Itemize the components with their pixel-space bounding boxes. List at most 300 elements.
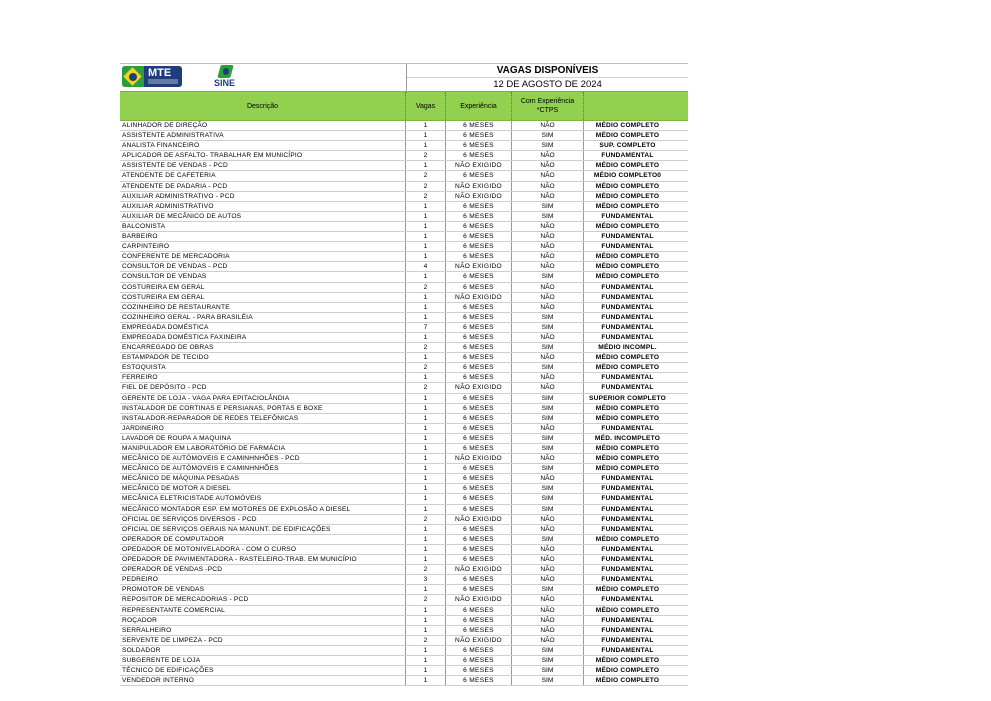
cell-experiencia: 6 MESES bbox=[446, 323, 512, 332]
table-row bbox=[120, 121, 688, 131]
table-row bbox=[120, 535, 688, 545]
table-row bbox=[120, 222, 688, 232]
cell-escolaridade: MÉDIO COMPLETO bbox=[595, 677, 660, 685]
table-row bbox=[120, 192, 688, 202]
cell-escolaridade: FUNDAMENTAL bbox=[601, 323, 654, 331]
table-row bbox=[120, 484, 688, 494]
cell-ctps: NÃO bbox=[512, 606, 584, 615]
cell-ctps: SIM bbox=[512, 666, 584, 675]
cell-descricao: COZINHEIRO DE RESTAURANTE bbox=[120, 303, 406, 312]
cell-escolaridade: FUNDAMENTAL bbox=[601, 515, 654, 523]
table-row bbox=[120, 515, 688, 525]
table-row bbox=[120, 212, 688, 222]
cell-vagas: 1 bbox=[406, 656, 446, 665]
job-vacancies-sheet bbox=[120, 63, 688, 686]
cell-escolaridade: MÉDIO COMPLETO bbox=[595, 202, 660, 210]
cell-vagas: 2 bbox=[406, 383, 446, 392]
cell-vagas: 2 bbox=[406, 192, 446, 201]
cell-experiencia: NÃO EXIGIDO bbox=[446, 293, 512, 302]
cell-ctps: NÃO bbox=[512, 515, 584, 524]
cell-escolaridade: FUNDAMENTAL bbox=[601, 485, 654, 493]
cell-descricao: CONSULTOR DE VENDAS bbox=[120, 272, 406, 281]
cell-escolaridade: MÉDIO COMPLETO bbox=[595, 667, 660, 675]
cell-experiencia: 6 MESES bbox=[446, 404, 512, 413]
cell-vagas: 1 bbox=[406, 424, 446, 433]
table-row bbox=[120, 303, 688, 313]
table-row bbox=[120, 151, 688, 161]
table-row bbox=[120, 464, 688, 474]
cell-ctps: SIM bbox=[512, 313, 584, 322]
cell-ctps: NÃO bbox=[512, 161, 584, 170]
cell-escolaridade: FUNDAMENTAL bbox=[601, 556, 654, 564]
cell-vagas: 1 bbox=[406, 626, 446, 635]
cell-ctps: NÃO bbox=[512, 636, 584, 645]
cell-ctps: SIM bbox=[512, 484, 584, 493]
cell-descricao: FIEL DE DEPÓSITO - PCD bbox=[120, 383, 406, 392]
cell-descricao: ALINHADOR DE DIREÇÃO bbox=[120, 121, 406, 130]
cell-experiencia: NÃO EXIGIDO bbox=[446, 161, 512, 170]
cell-escolaridade: FUNDAMENTAL bbox=[601, 636, 654, 644]
cell-experiencia: 6 MESES bbox=[446, 464, 512, 473]
cell-experiencia: 6 MESES bbox=[446, 131, 512, 140]
cell-ctps: NÃO bbox=[512, 616, 584, 625]
cell-escolaridade: MÉDIO COMPLETO bbox=[595, 364, 660, 372]
cell-vagas: 1 bbox=[406, 444, 446, 453]
cell-experiencia: 6 MESES bbox=[446, 585, 512, 594]
cell-ctps: NÃO bbox=[512, 424, 584, 433]
cell-escolaridade: FUNDAMENTAL bbox=[601, 525, 654, 533]
cell-descricao: AUXILIAR DE MECÂNICO DE AUTOS bbox=[120, 212, 406, 221]
cell-descricao: MECÂNICA ELETRICISTADE AUTOMÓVEIS bbox=[120, 494, 406, 503]
table-row bbox=[120, 575, 688, 585]
cell-vagas: 1 bbox=[406, 212, 446, 221]
table-row bbox=[120, 474, 688, 484]
cell-escolaridade: MÉDIO COMPLETO bbox=[595, 414, 660, 422]
cell-escolaridade: FUNDAMENTAL bbox=[601, 576, 654, 584]
cell-ctps: SIM bbox=[512, 323, 584, 332]
cell-descricao: TÉCNICO DE EDIFICAÇÕES bbox=[120, 666, 406, 675]
cell-descricao: INSTALADOR DE CORTINAS E PERSIANAS, PORTAS E BOXE bbox=[120, 404, 406, 413]
cell-ctps: SIM bbox=[512, 434, 584, 443]
table-row bbox=[120, 313, 688, 323]
table-row bbox=[120, 676, 688, 686]
cell-descricao: OPEDADOR DE MOTONIVELADORA - COM O CURSO bbox=[120, 545, 406, 554]
cell-experiencia: NÃO EXIGIDO bbox=[446, 454, 512, 463]
cell-escolaridade: MÉDIO COMPLETO bbox=[595, 606, 660, 614]
cell-escolaridade: MÉDIO COMPLETO bbox=[595, 586, 660, 594]
cell-ctps: SIM bbox=[512, 646, 584, 655]
cell-descricao: MECÂNICO DE AUTÓMOVEIS E CAMINHNHÕES - PCD bbox=[120, 454, 406, 463]
table-row bbox=[120, 343, 688, 353]
cell-experiencia: 6 MESES bbox=[446, 505, 512, 514]
cell-vagas: 2 bbox=[406, 151, 446, 160]
cell-escolaridade: FUNDAMENTAL bbox=[601, 374, 654, 382]
cell-experiencia: 6 MESES bbox=[446, 333, 512, 342]
cell-escolaridade: MÉDIO COMPLETO bbox=[595, 253, 660, 261]
cell-escolaridade: FUNDAMENTAL bbox=[601, 475, 654, 483]
cell-ctps: SIM bbox=[512, 343, 584, 352]
cell-vagas: 1 bbox=[406, 616, 446, 625]
cell-escolaridade: FUNDAMENTAL bbox=[601, 566, 654, 574]
cell-descricao: SERRALHEIRO bbox=[120, 626, 406, 635]
cell-ctps: SIM bbox=[512, 535, 584, 544]
cell-vagas: 1 bbox=[406, 272, 446, 281]
table-row bbox=[120, 616, 688, 626]
cell-experiencia: 6 MESES bbox=[446, 444, 512, 453]
cell-vagas: 1 bbox=[406, 121, 446, 130]
cell-vagas: 1 bbox=[406, 535, 446, 544]
table-row bbox=[120, 656, 688, 666]
cell-descricao: OFICIAL DE SERVIÇOS DIVERSOS - PCD bbox=[120, 515, 406, 524]
cell-vagas: 1 bbox=[406, 545, 446, 554]
cell-descricao: FERREIRO bbox=[120, 373, 406, 382]
table-row bbox=[120, 394, 688, 404]
table-row bbox=[120, 373, 688, 383]
cell-experiencia: NÃO EXIGIDO bbox=[446, 383, 512, 392]
cell-vagas: 1 bbox=[406, 394, 446, 403]
cell-escolaridade: SUPERIOR COMPLETO bbox=[589, 394, 666, 402]
table-row bbox=[120, 353, 688, 363]
cell-experiencia: NÃO EXIGIDO bbox=[446, 595, 512, 604]
table-row bbox=[120, 424, 688, 434]
cell-descricao: EMPREGADA DOMÉSTICA FAXINEIRA bbox=[120, 333, 406, 342]
cell-experiencia: 6 MESES bbox=[446, 394, 512, 403]
cell-experiencia: 6 MESES bbox=[446, 535, 512, 544]
cell-escolaridade: MÉDIO COMPLETO bbox=[595, 222, 660, 230]
cell-descricao: JARDINEIRO bbox=[120, 424, 406, 433]
cell-vagas: 1 bbox=[406, 232, 446, 241]
table-body bbox=[120, 121, 688, 686]
table-row bbox=[120, 333, 688, 343]
column-header-escolaridade bbox=[584, 92, 671, 120]
cell-vagas: 2 bbox=[406, 595, 446, 604]
table-row bbox=[120, 171, 688, 181]
cell-ctps: NÃO bbox=[512, 171, 584, 180]
cell-vagas: 2 bbox=[406, 515, 446, 524]
cell-vagas: 1 bbox=[406, 404, 446, 413]
cell-ctps: SIM bbox=[512, 404, 584, 413]
cell-descricao: OPERADOR DE VENDAS -PCD bbox=[120, 565, 406, 574]
cell-escolaridade: FUNDAMENTAL bbox=[601, 152, 654, 160]
cell-descricao: CONFERENTE DE MERCADORIA bbox=[120, 252, 406, 261]
cell-escolaridade: FUNDAMENTAL bbox=[601, 505, 654, 513]
cell-escolaridade: FUNDAMENTAL bbox=[601, 384, 654, 392]
cell-vagas: 1 bbox=[406, 242, 446, 251]
cell-escolaridade: SUP. COMPLETO bbox=[599, 142, 656, 150]
cell-vagas: 1 bbox=[406, 293, 446, 302]
cell-ctps: NÃO bbox=[512, 182, 584, 191]
cell-vagas: 1 bbox=[406, 606, 446, 615]
cell-ctps: NÃO bbox=[512, 383, 584, 392]
column-header-descricao: Descrição bbox=[120, 92, 406, 120]
cell-ctps: NÃO bbox=[512, 252, 584, 261]
cell-descricao: PROMOTOR DE VENDAS bbox=[120, 585, 406, 594]
cell-descricao: CONSULTOR DE VENDAS - PCD bbox=[120, 262, 406, 271]
table-row bbox=[120, 202, 688, 212]
cell-experiencia: 6 MESES bbox=[446, 484, 512, 493]
cell-vagas: 1 bbox=[406, 494, 446, 503]
cell-vagas: 1 bbox=[406, 525, 446, 534]
table-row bbox=[120, 636, 688, 646]
cell-descricao: APLICADOR DE ASFALTO- TRABALHAR EM MUNICÍPIO bbox=[120, 151, 406, 160]
cell-experiencia: 6 MESES bbox=[446, 151, 512, 160]
cell-ctps: NÃO bbox=[512, 595, 584, 604]
cell-ctps: NÃO bbox=[512, 262, 584, 271]
table-row bbox=[120, 666, 688, 676]
cell-descricao: AUXILIAR ADMINISTRATIVO - PCD bbox=[120, 192, 406, 201]
cell-vagas: 1 bbox=[406, 585, 446, 594]
table-row bbox=[120, 242, 688, 252]
cell-experiencia: 6 MESES bbox=[446, 313, 512, 322]
table-row bbox=[120, 555, 688, 565]
cell-experiencia: 6 MESES bbox=[446, 545, 512, 554]
cell-descricao: ROÇADOR bbox=[120, 616, 406, 625]
table-row bbox=[120, 434, 688, 444]
cell-experiencia: 6 MESES bbox=[446, 424, 512, 433]
cell-ctps: SIM bbox=[512, 394, 584, 403]
table-row bbox=[120, 262, 688, 272]
table-row bbox=[120, 646, 688, 656]
cell-descricao: CARPINTEIRO bbox=[120, 242, 406, 251]
cell-descricao: ASSISTENTE ADMINISTRATIVA bbox=[120, 131, 406, 140]
title-block bbox=[407, 64, 688, 91]
cell-escolaridade: FUNDAMENTAL bbox=[601, 243, 654, 251]
cell-descricao: OFICIAL DE SERVIÇOS GERAIS NA MANUNT. DE EDIFICAÇÕES bbox=[120, 525, 406, 534]
cell-experiencia: 6 MESES bbox=[446, 373, 512, 382]
cell-ctps: SIM bbox=[512, 141, 584, 150]
cell-escolaridade: FUNDAMENTAL bbox=[601, 283, 654, 291]
cell-experiencia: 6 MESES bbox=[446, 616, 512, 625]
cell-escolaridade: FUNDAMENTAL bbox=[601, 333, 654, 341]
cell-vagas: 1 bbox=[406, 353, 446, 362]
cell-experiencia: 6 MESES bbox=[446, 303, 512, 312]
cell-ctps: NÃO bbox=[512, 353, 584, 362]
cell-descricao: ANALISTA FINANCEIRO bbox=[120, 141, 406, 150]
cell-ctps: SIM bbox=[512, 676, 584, 685]
cell-experiencia: 6 MESES bbox=[446, 646, 512, 655]
sine-logo-text: SINE bbox=[214, 78, 236, 88]
cell-experiencia: NÃO EXIGIDO bbox=[446, 515, 512, 524]
cell-experiencia: 6 MESES bbox=[446, 525, 512, 534]
cell-escolaridade: MÉDIO COMPLETO bbox=[595, 354, 660, 362]
cell-vagas: 1 bbox=[406, 555, 446, 564]
cell-descricao: REPRESENTANTE COMERCIAL bbox=[120, 606, 406, 615]
cell-vagas: 1 bbox=[406, 303, 446, 312]
cell-ctps: SIM bbox=[512, 202, 584, 211]
cell-vagas: 1 bbox=[406, 484, 446, 493]
cell-escolaridade: FUNDAMENTAL bbox=[601, 212, 654, 220]
cell-vagas: 1 bbox=[406, 676, 446, 685]
table-row bbox=[120, 272, 688, 282]
cell-experiencia: 6 MESES bbox=[446, 283, 512, 292]
column-header-experiencia: Experiência bbox=[446, 92, 512, 120]
cell-ctps: NÃO bbox=[512, 293, 584, 302]
cell-ctps: NÃO bbox=[512, 333, 584, 342]
cell-descricao: ASSISTENTE DE VENDAS - PCD bbox=[120, 161, 406, 170]
cell-descricao: MECÂNICO MONTADOR ESP. EM MOTORES DE EXPLOSÃO A DIESEL bbox=[120, 505, 406, 514]
column-header-vagas: Vagas bbox=[406, 92, 446, 120]
cell-descricao: GERENTE DE LOJA - VAGA PARA EPITACIOLÂNDIA bbox=[120, 394, 406, 403]
table-row bbox=[120, 454, 688, 464]
cell-ctps: NÃO bbox=[512, 192, 584, 201]
cell-descricao: OPEDADOR DE PAVIMENTADORA - RASTELEIRO-TRAB. EM MUNICÍPIO bbox=[120, 555, 406, 564]
cell-ctps: NÃO bbox=[512, 121, 584, 130]
table-row bbox=[120, 182, 688, 192]
cell-escolaridade: FUNDAMENTAL bbox=[601, 616, 654, 624]
cell-vagas: 1 bbox=[406, 141, 446, 150]
cell-escolaridade: FUNDAMENTAL bbox=[601, 596, 654, 604]
cell-experiencia: 6 MESES bbox=[446, 222, 512, 231]
sheet-header bbox=[120, 63, 688, 91]
cell-experiencia: 6 MESES bbox=[446, 232, 512, 241]
cell-experiencia: 6 MESES bbox=[446, 555, 512, 564]
page-date: 12 DE AGOSTO DE 2024 bbox=[493, 79, 602, 90]
mte-logo bbox=[122, 66, 182, 87]
page-title: VAGAS DISPONÍVEIS bbox=[407, 64, 688, 78]
cell-experiencia: NÃO EXIGIDO bbox=[446, 262, 512, 271]
cell-escolaridade: FUNDAMENTAL bbox=[601, 545, 654, 553]
cell-experiencia: 6 MESES bbox=[446, 575, 512, 584]
cell-vagas: 7 bbox=[406, 323, 446, 332]
cell-descricao: LAVADOR DE ROUPA A MAQUINA bbox=[120, 434, 406, 443]
cell-escolaridade: FUNDAMENTAL bbox=[601, 626, 654, 634]
cell-escolaridade: MÉDIO COMPLETO bbox=[595, 273, 660, 281]
cell-vagas: 1 bbox=[406, 131, 446, 140]
table-row bbox=[120, 505, 688, 515]
cell-descricao: SOLDADOR bbox=[120, 646, 406, 655]
cell-ctps: SIM bbox=[512, 494, 584, 503]
table-row bbox=[120, 444, 688, 454]
table-row bbox=[120, 595, 688, 605]
table-row bbox=[120, 606, 688, 616]
cell-vagas: 1 bbox=[406, 666, 446, 675]
cell-ctps: NÃO bbox=[512, 575, 584, 584]
cell-descricao: COZINHEIRO GERAL - PARA BRASILÉIA bbox=[120, 313, 406, 322]
table-row bbox=[120, 404, 688, 414]
cell-escolaridade: MÉDIO INCOMPL. bbox=[598, 344, 657, 352]
cell-escolaridade: FUNDAMENTAL bbox=[601, 303, 654, 311]
cell-descricao: REPOSITOR DE MERCADORIAS - PCD bbox=[120, 595, 406, 604]
cell-experiencia: 6 MESES bbox=[446, 212, 512, 221]
cell-escolaridade: MÉDIO COMPLETO bbox=[595, 132, 660, 140]
cell-escolaridade: FUNDAMENTAL bbox=[601, 293, 654, 301]
table-header bbox=[120, 91, 688, 121]
cell-ctps: NÃO bbox=[512, 626, 584, 635]
cell-vagas: 2 bbox=[406, 565, 446, 574]
cell-ctps: NÃO bbox=[512, 545, 584, 554]
cell-ctps: NÃO bbox=[512, 525, 584, 534]
cell-ctps: NÃO bbox=[512, 242, 584, 251]
cell-escolaridade: MÉDIO COMPLETO bbox=[595, 445, 660, 452]
cell-vagas: 3 bbox=[406, 575, 446, 584]
cell-escolaridade: FUNDAMENTAL bbox=[601, 424, 654, 432]
cell-vagas: 1 bbox=[406, 373, 446, 382]
cell-descricao: AUXILIAR ADMINISTRATIVO bbox=[120, 202, 406, 211]
table-row bbox=[120, 363, 688, 373]
table-row bbox=[120, 585, 688, 595]
cell-ctps: SIM bbox=[512, 444, 584, 453]
table-row bbox=[120, 161, 688, 171]
cell-ctps: SIM bbox=[512, 414, 584, 423]
cell-ctps: NÃO bbox=[512, 151, 584, 160]
cell-experiencia: NÃO EXIGIDO bbox=[446, 192, 512, 201]
table-row bbox=[120, 252, 688, 262]
cell-descricao: ATENDENTE DE CAFETERIA bbox=[120, 171, 406, 180]
cell-descricao: MECÂNICO DE MÁQUINA PESADAS bbox=[120, 474, 406, 483]
cell-descricao: PEDREIRO bbox=[120, 575, 406, 584]
cell-experiencia: 6 MESES bbox=[446, 626, 512, 635]
cell-descricao: ATENDENTE DE PADARIA - PCD bbox=[120, 182, 406, 191]
cell-experiencia: 6 MESES bbox=[446, 343, 512, 352]
cell-ctps: NÃO bbox=[512, 555, 584, 564]
cell-experiencia: 6 MESES bbox=[446, 414, 512, 423]
cell-vagas: 2 bbox=[406, 182, 446, 191]
cell-escolaridade: FUNDAMENTAL bbox=[601, 313, 654, 321]
cell-ctps: NÃO bbox=[512, 373, 584, 382]
table-row bbox=[120, 383, 688, 393]
cell-escolaridade: MÉDIO COMPLETO bbox=[595, 465, 660, 473]
cell-ctps: NÃO bbox=[512, 283, 584, 292]
cell-descricao: ESTAMPADOR DE TECIDO bbox=[120, 353, 406, 362]
mte-logo-text: MTE bbox=[148, 67, 172, 79]
cell-vagas: 1 bbox=[406, 202, 446, 211]
cell-experiencia: 6 MESES bbox=[446, 141, 512, 150]
cell-descricao: COSTUREIRA EM GERAL bbox=[120, 283, 406, 292]
cell-descricao: ESTOQUISTA bbox=[120, 363, 406, 372]
cell-descricao: COSTUREIRA EM GERAL bbox=[120, 293, 406, 302]
cell-escolaridade: MÉDIO COMPLETO bbox=[595, 535, 660, 543]
logo-area bbox=[120, 64, 407, 91]
cell-descricao: ENCARREGADO DE OBRAS bbox=[120, 343, 406, 352]
cell-escolaridade: MÉDIO COMPLETO bbox=[595, 404, 660, 412]
cell-ctps: SIM bbox=[512, 585, 584, 594]
cell-experiencia: 6 MESES bbox=[446, 242, 512, 251]
cell-experiencia: NÃO EXIGIDO bbox=[446, 182, 512, 191]
cell-ctps: SIM bbox=[512, 212, 584, 221]
cell-vagas: 1 bbox=[406, 252, 446, 261]
cell-vagas: 1 bbox=[406, 505, 446, 514]
cell-vagas: 2 bbox=[406, 363, 446, 372]
cell-ctps: SIM bbox=[512, 656, 584, 665]
sine-logo bbox=[214, 65, 238, 91]
column-header-ctps: Com Experiência *CTPS bbox=[512, 92, 584, 120]
cell-ctps: SIM bbox=[512, 272, 584, 281]
cell-experiencia: 6 MESES bbox=[446, 474, 512, 483]
cell-descricao: MANIPULADOR EM LABORATÓRIO DE FARMÁCIA bbox=[120, 444, 406, 453]
table-row bbox=[120, 232, 688, 242]
table-row bbox=[120, 414, 688, 424]
cell-vagas: 2 bbox=[406, 171, 446, 180]
cell-experiencia: 6 MESES bbox=[446, 363, 512, 372]
cell-ctps: NÃO bbox=[512, 222, 584, 231]
cell-vagas: 1 bbox=[406, 313, 446, 322]
cell-descricao: OPERADOR DE COMPUTADOR bbox=[120, 535, 406, 544]
cell-experiencia: 6 MESES bbox=[446, 676, 512, 685]
cell-experiencia: 6 MESES bbox=[446, 272, 512, 281]
cell-escolaridade: FUNDAMENTAL bbox=[601, 646, 654, 654]
table-row bbox=[120, 131, 688, 141]
cell-vagas: 1 bbox=[406, 414, 446, 423]
table-row bbox=[120, 293, 688, 303]
cell-ctps: NÃO bbox=[512, 454, 584, 463]
cell-descricao: SERVENTE DE LIMPEZA - PCD bbox=[120, 636, 406, 645]
cell-experiencia: 6 MESES bbox=[446, 434, 512, 443]
cell-ctps: SIM bbox=[512, 131, 584, 140]
cell-ctps: SIM bbox=[512, 363, 584, 372]
cell-ctps: SIM bbox=[512, 464, 584, 473]
brazil-flag-icon bbox=[122, 66, 144, 87]
cell-vagas: 1 bbox=[406, 474, 446, 483]
